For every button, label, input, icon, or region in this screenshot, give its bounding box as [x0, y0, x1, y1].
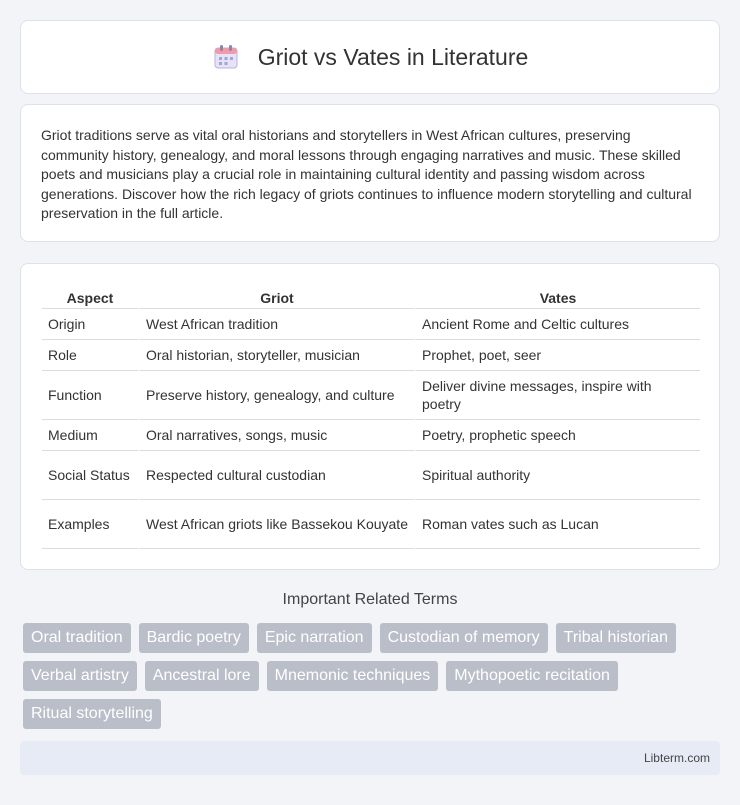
intro-paragraph: Griot traditions serve as vital oral historians and storytellers in West African cultures, preserving community history, genealogy, and moral lessons through engaging narratives and music. These skilled poets and musicians play a crucial role in maintaining cultural identity and passing wisdom across generations. Discover how the rich legacy of griots continues to influence modern storytelling and cultural preservation in the full article.	[41, 127, 692, 221]
column-header-aspect: Aspect	[42, 284, 138, 309]
table-cell-vates: Spiritual authority	[414, 451, 700, 500]
table-row	[42, 340, 700, 371]
tag-epic-narration[interactable]: Epic narration	[257, 623, 372, 653]
tag-tribal-historian[interactable]: Tribal historian	[556, 623, 676, 653]
table-cell-griot: Oral historian, storyteller, musician	[138, 340, 414, 371]
table-row	[42, 500, 700, 549]
tag-custodian-of-memory[interactable]: Custodian of memory	[380, 623, 548, 653]
comparison-table	[42, 284, 700, 549]
tag-ancestral-lore[interactable]: Ancestral lore	[145, 661, 259, 691]
column-header-griot: Griot	[138, 284, 414, 309]
tag-mnemonic-techniques[interactable]: Mnemonic techniques	[267, 661, 439, 691]
tag-row	[23, 699, 723, 729]
table-cell-aspect: Medium	[42, 420, 138, 451]
tag-row	[23, 661, 723, 691]
table-cell-aspect: Role	[42, 340, 138, 371]
tag-verbal-artistry[interactable]: Verbal artistry	[23, 661, 137, 691]
table-cell-vates: Poetry, prophetic speech	[414, 420, 700, 451]
table-cell-vates: Deliver divine messages, inspire with poetry	[414, 371, 700, 420]
table-cell-vates: Prophet, poet, seer	[414, 340, 700, 371]
tag-bardic-poetry[interactable]: Bardic poetry	[139, 623, 249, 653]
table-row	[42, 371, 700, 420]
table-cell-griot: West African griots like Bassekou Kouyate	[138, 500, 414, 549]
table-cell-aspect: Function	[42, 371, 138, 420]
calendar-icon	[212, 43, 240, 71]
table-cell-griot: Respected cultural custodian	[138, 451, 414, 500]
tag-row	[23, 623, 723, 653]
table-cell-vates: Ancient Rome and Celtic cultures	[414, 309, 700, 340]
table-cell-aspect: Origin	[42, 309, 138, 340]
table-row	[42, 420, 700, 451]
table-cell-vates: Roman vates such as Lucan	[414, 500, 700, 549]
tag-ritual-storytelling[interactable]: Ritual storytelling	[23, 699, 161, 729]
footer	[20, 741, 720, 775]
table-header-row	[42, 284, 700, 309]
table-cell-aspect: Examples	[42, 500, 138, 549]
footer-site-link[interactable]: Libterm.com	[643, 751, 710, 765]
intro-card	[20, 104, 720, 242]
comparison-table-card	[20, 263, 720, 570]
tag-mythopoetic-recitation[interactable]: Mythopoetic recitation	[446, 661, 618, 691]
table-cell-aspect: Social Status	[42, 451, 138, 500]
related-terms-title: Important Related Terms	[282, 591, 458, 608]
header-card	[20, 20, 720, 94]
table-row	[42, 309, 700, 340]
page-title: Griot vs Vates in Literature	[257, 43, 529, 70]
table-cell-griot: West African tradition	[138, 309, 414, 340]
tag-oral-tradition[interactable]: Oral tradition	[23, 623, 131, 653]
related-terms-tags	[23, 623, 723, 737]
table-row	[42, 451, 700, 500]
table-cell-griot: Oral narratives, songs, music	[138, 420, 414, 451]
column-header-vates: Vates	[414, 284, 700, 309]
table-cell-griot: Preserve history, genealogy, and culture	[138, 371, 414, 420]
